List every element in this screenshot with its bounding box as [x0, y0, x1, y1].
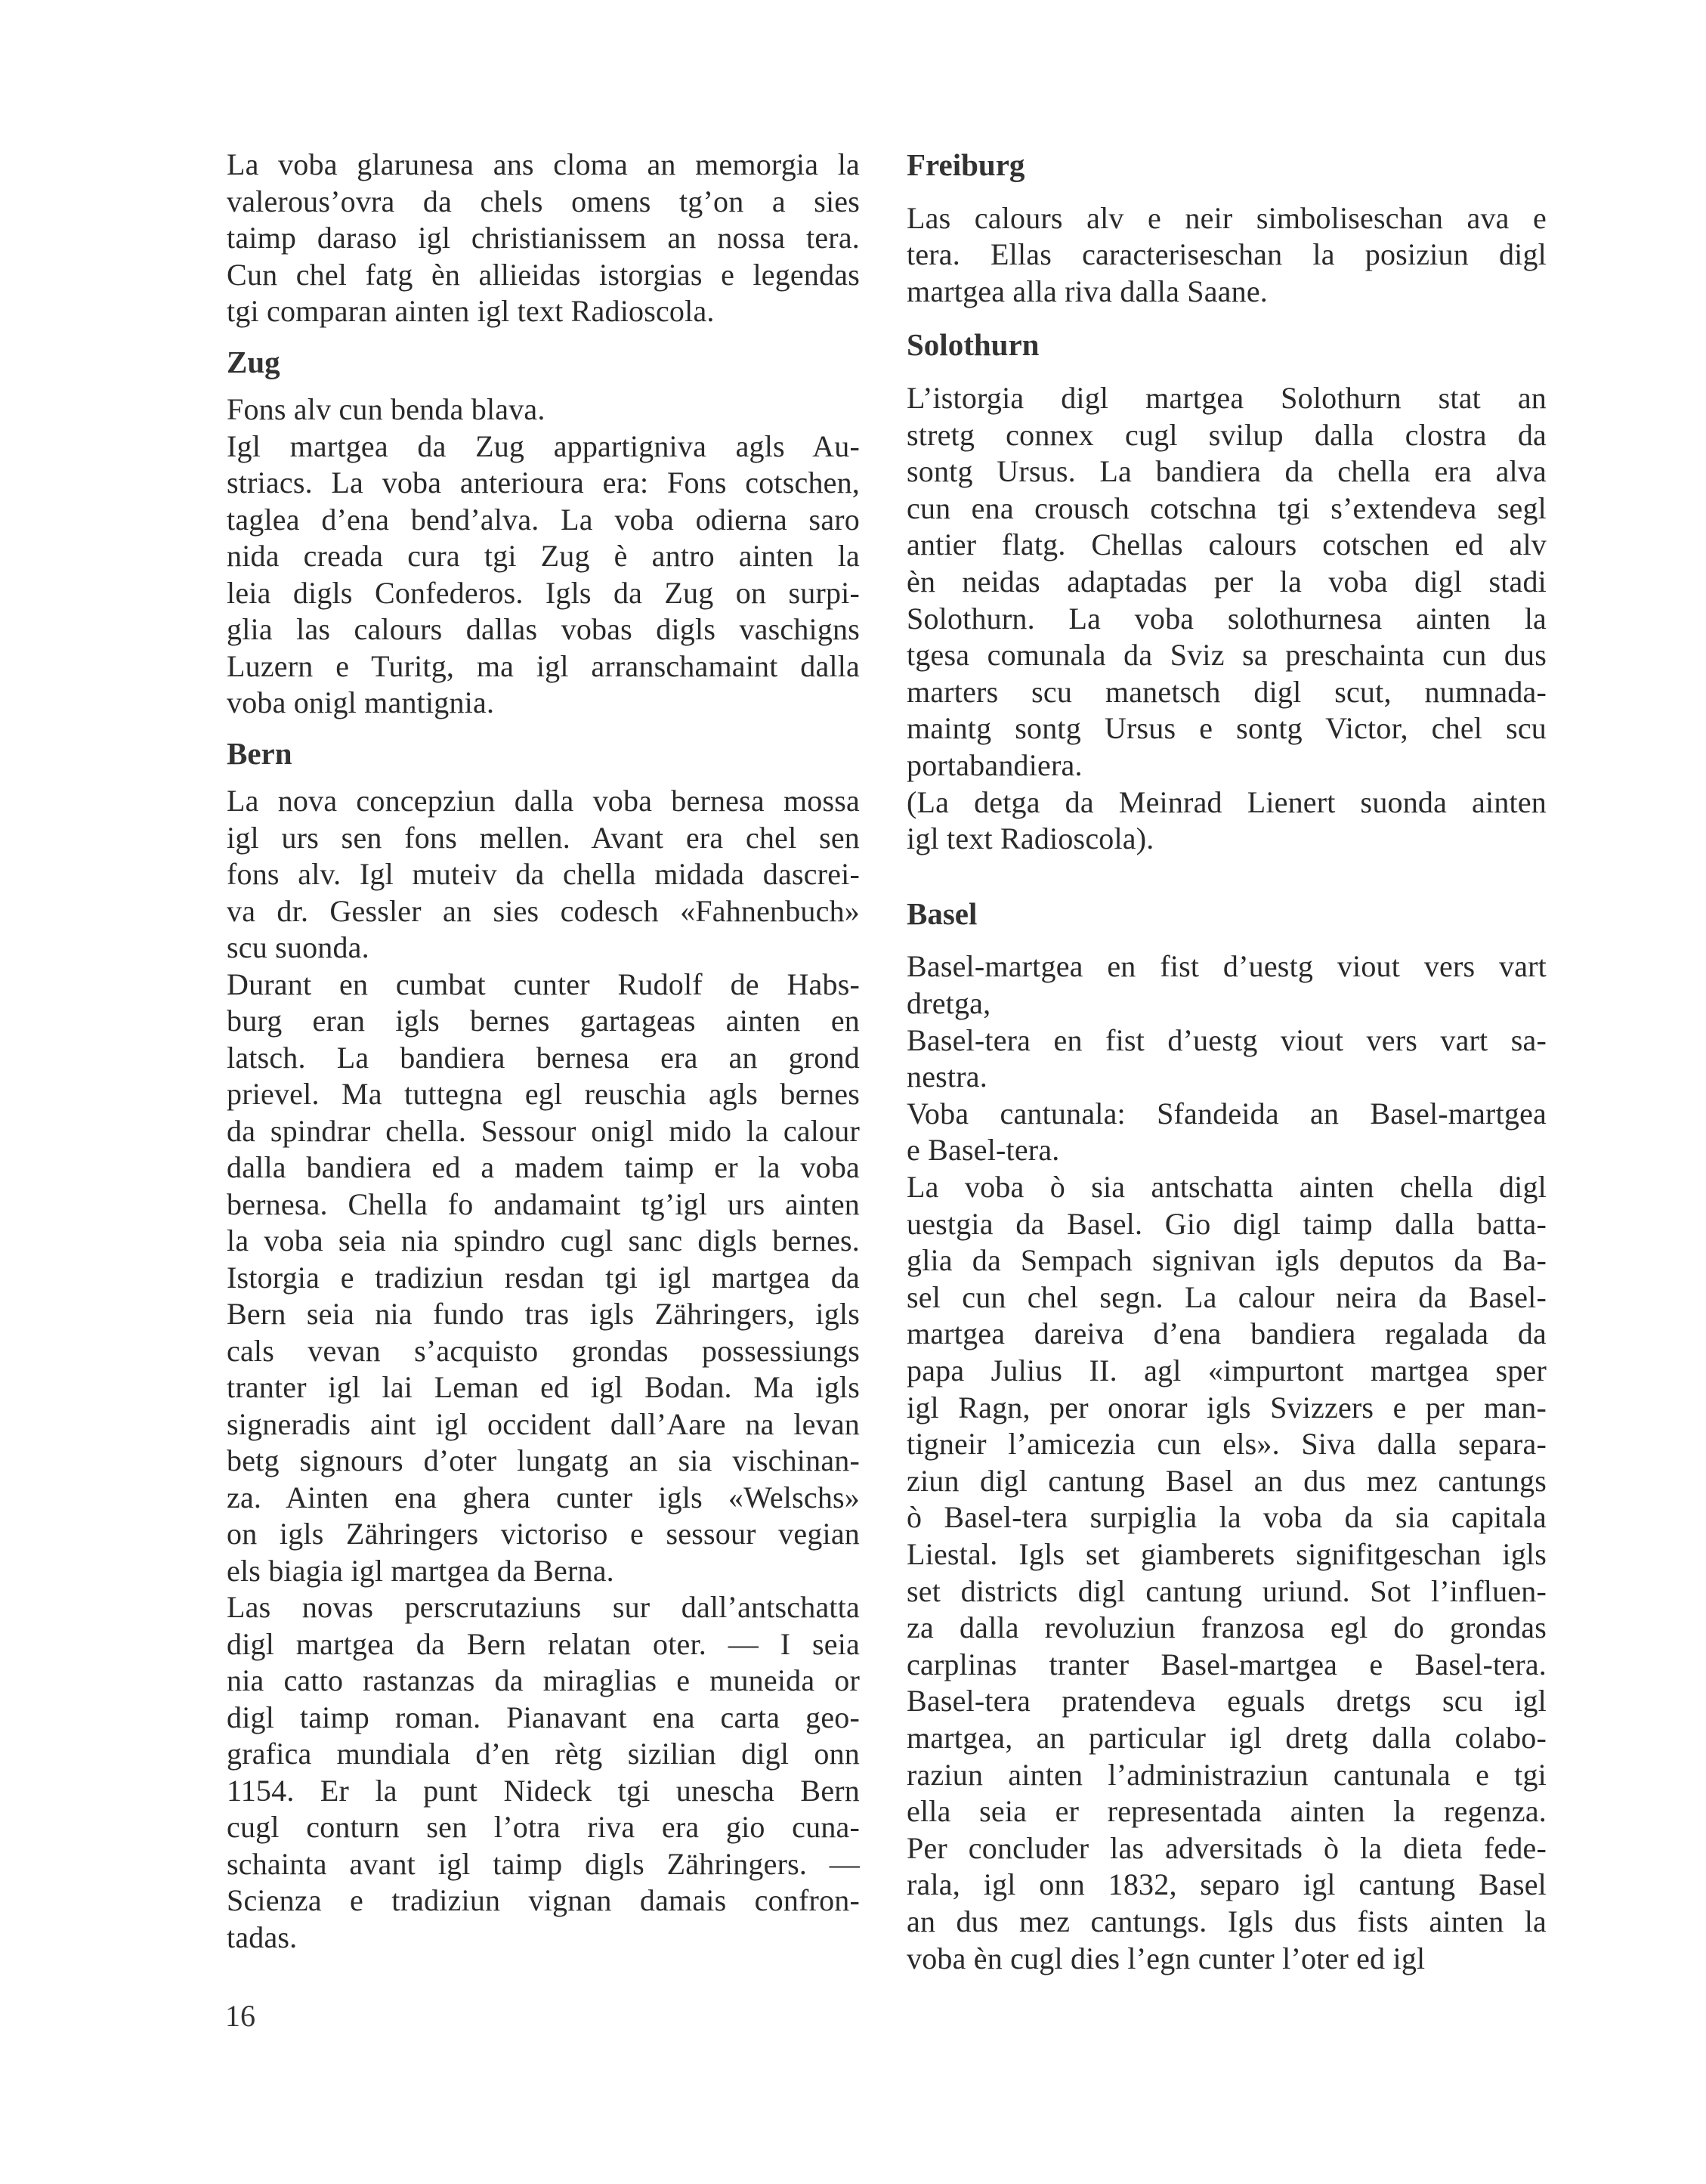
- text-line: La voba ò sia antschatta ainten chella digl: [907, 1170, 1547, 1204]
- text-line: tera. Ellas caracteriseschan la posiziun digl: [907, 237, 1547, 272]
- text-line: taimp daraso igl christianissem an nossa tera.: [227, 221, 860, 255]
- text-line: signeradis aint igl occident dall’Aare na levan: [227, 1406, 860, 1441]
- text-line: nia catto rastanzas da miraglias e muneida or: [227, 1663, 860, 1697]
- text-line: cun ena crousch cotschna tgi s’extendeva segl: [907, 490, 1547, 525]
- text-line: on igls Zähringers victoriso e sessour vegian: [227, 1517, 860, 1551]
- text-line: portabandiera.: [907, 748, 1083, 782]
- text-line: tadas.: [227, 1920, 298, 1954]
- text-line: scu suonda.: [227, 930, 369, 964]
- text-line: Luzern e Turitg, ma igl arranschamaint dalla: [227, 648, 860, 683]
- text-line: martgea, an particular igl dretg dalla colabo-: [907, 1721, 1547, 1755]
- text-line: carplinas tranter Basel-martgea e Basel-tera.: [907, 1647, 1547, 1681]
- text-line: igl urs sen fons mellen. Avant era chel sen: [227, 820, 860, 855]
- section-heading-zug: Zug: [227, 344, 280, 379]
- text-line: za dalla revoluziun franzosa egl do grondas: [907, 1610, 1547, 1645]
- text-line: Istorgia e tradiziun resdan tgi igl martgea da: [227, 1260, 860, 1295]
- text-line: bernesa. Chella fo andamaint tg’igl urs ainten: [227, 1186, 860, 1221]
- text-line: dretga,: [907, 986, 991, 1020]
- text-line: dalla bandiera ed a madem taimp er la voba: [227, 1150, 860, 1184]
- text-line: digl martgea da Bern relatan oter. — I seia: [227, 1626, 860, 1661]
- text-line: igl text Radioscola).: [907, 821, 1154, 856]
- text-line: set districts digl cantung uriund. Sot l’influen-: [907, 1573, 1547, 1608]
- text-line: tigneir l’amicezia cun els». Siva dalla separa-: [907, 1427, 1547, 1462]
- section-heading-basel: Basel: [907, 896, 978, 931]
- text-line: sontg Ursus. La bandiera da chella era alva: [907, 454, 1547, 489]
- text-line: La voba glarunesa ans cloma an memorgia la: [227, 147, 860, 181]
- text-line: valerous’ovra da chels omens tg’on a sies: [227, 184, 860, 218]
- text-line: voba onigl mantignia.: [227, 685, 495, 719]
- text-line: rala, igl onn 1832, separo igl cantung Basel: [907, 1867, 1547, 1902]
- text-line: va dr. Gessler an sies codesch «Fahnenbuch»: [227, 893, 860, 928]
- text-line: sel cun chel segn. La calour neira da Basel-: [907, 1279, 1547, 1314]
- text-line: marters scu manetsch digl scut, numnada-: [907, 674, 1547, 709]
- text-line: leia digls Confederos. Igls da Zug on surpi-: [227, 575, 860, 610]
- text-line: Las calours alv e neir simboliseschan ava e: [907, 200, 1547, 235]
- text-line: Basel-martgea en fist d’uestg viout vers vart: [907, 949, 1547, 984]
- text-line: la voba seia nia spindro cugl sanc digls bernes.: [227, 1223, 860, 1258]
- text-line: tgesa comunala da Sviz sa preschainta cun dus: [907, 638, 1547, 673]
- text-line: martgea alla riva dalla Saane.: [907, 274, 1268, 308]
- text-line: e Basel-tera.: [907, 1133, 1060, 1168]
- section-heading-solothurn: Solothurn: [907, 327, 1040, 363]
- text-line: an dus mez cantungs. Igls dus fists ainten la: [907, 1904, 1547, 1938]
- text-line: papa Julius II. agl «impurtont martgea sper: [907, 1353, 1547, 1387]
- text-line: Per concluder las adversitads ò la dieta fede-: [907, 1830, 1547, 1865]
- text-line: Igl martgea da Zug appartigniva agls Au-: [227, 428, 860, 463]
- text-line: L’istorgia digl martgea Solothurn stat an: [907, 381, 1547, 415]
- text-line: ò Basel-tera surpiglia la voba da sia capitala: [907, 1500, 1547, 1535]
- text-line: tranter igl lai Leman ed igl Bodan. Ma igls: [227, 1370, 860, 1404]
- text-line: raziun ainten l’administraziun cantunala e tgi: [907, 1757, 1547, 1792]
- text-line: fons alv. Igl muteiv da chella midada dascrei-: [227, 857, 860, 891]
- text-line: burg eran igls bernes gartageas ainten en: [227, 1004, 860, 1038]
- section-heading-freiburg: Freiburg: [907, 147, 1025, 182]
- text-line: glia las calours dallas vobas digls vaschigns: [227, 612, 860, 646]
- text-line: digl taimp roman. Pianavant ena carta geo-: [227, 1700, 860, 1734]
- text-line: La nova concepziun dalla voba bernesa mossa: [227, 784, 860, 818]
- text-line: Basel-tera pratendeva eguals dretgs scu igl: [907, 1684, 1547, 1718]
- text-line: 1154. Er la punt Nideck tgi unescha Bern: [227, 1773, 860, 1808]
- text-line: Bern seia nia fundo tras igls Zähringers, igls: [227, 1297, 860, 1331]
- text-line: prievel. Ma tuttegna egl reuschia agls bernes: [227, 1077, 860, 1111]
- text-line: Liestal. Igls set giamberets signifitgeschan igls: [907, 1537, 1547, 1571]
- text-line: uestgia da Basel. Gio digl taimp dalla batta-: [907, 1206, 1547, 1241]
- text-line: nestra.: [907, 1060, 987, 1094]
- section-heading-bern: Bern: [227, 735, 292, 771]
- text-line: Fons alv cun benda blava.: [227, 392, 545, 426]
- text-line: latsch. La bandiera bernesa era an grond: [227, 1040, 860, 1075]
- text-line: striacs. La voba anterioura era: Fons cotschen,: [227, 466, 860, 500]
- text-line: ziun digl cantung Basel an dus mez cantungs: [907, 1463, 1547, 1498]
- text-line: betg signours d’oter lungatg an sia vischinan-: [227, 1443, 860, 1477]
- text-line: Scienza e tradiziun vignan damais confron-: [227, 1883, 860, 1917]
- text-line: antier flatg. Chellas calours cotschen ed alv: [907, 527, 1547, 562]
- text-line: glia da Sempach signivan igls deputos da Ba-: [907, 1243, 1547, 1278]
- text-line: igl Ragn, per onorar igls Svizzers e per man-: [907, 1390, 1547, 1425]
- text-line: Durant en cumbat cunter Rudolf de Habs-: [227, 967, 860, 1001]
- text-line: martgea dareiva d’ena bandiera regalada da: [907, 1316, 1547, 1351]
- text-line: za. Ainten ena ghera cunter igls «Welschs»: [227, 1480, 860, 1514]
- text-line: èn neidas adaptadas per la voba digl stadi: [907, 565, 1547, 599]
- text-line: taglea d’ena bend’alva. La voba odierna saro: [227, 502, 860, 537]
- text-line: Cun chel fatg èn allieidas istorgias e legendas: [227, 257, 860, 292]
- text-line: tgi comparan ainten igl text Radioscola.: [227, 294, 715, 328]
- text-line: grafica mundiala d’en rètg sizilian digl onn: [227, 1737, 860, 1771]
- text-line: Solothurn. La voba solothurnesa ainten la: [907, 601, 1547, 636]
- text-line: cugl conturn sen l’otra riva era gio cuna-: [227, 1810, 860, 1844]
- text-line: nida creada cura tgi Zug è antro ainten la: [227, 539, 860, 573]
- text-line: Las novas perscrutaziuns sur dall’antschatta: [227, 1590, 860, 1624]
- text-line: (La detga da Meinrad Lienert suonda ainten: [907, 784, 1547, 819]
- text-line: voba èn cugl dies l’egn cunter l’oter ed igl: [907, 1941, 1426, 1975]
- text-line: cals vevan s’acquisto grondas possessiungs: [227, 1333, 860, 1368]
- text-line: da spindrar chella. Sessour onigl mido la calour: [227, 1113, 860, 1148]
- text-line: maintg sontg Ursus e sontg Victor, chel scu: [907, 711, 1547, 746]
- text-line: els biagia igl martgea da Berna.: [227, 1553, 614, 1588]
- text-line: ella seia er representada ainten la regenza.: [907, 1794, 1547, 1829]
- text-line: Voba cantunala: Sfandeida an Basel-martgea: [907, 1096, 1547, 1131]
- text-line: stretg connex cugl svilup dalla clostra da: [907, 417, 1547, 452]
- text-line: Basel-tera en fist d’uestg viout vers vart sa-: [907, 1022, 1547, 1057]
- page-number: 16: [225, 1999, 255, 2033]
- text-line: schainta avant igl taimp digls Zähringers. —: [227, 1846, 860, 1881]
